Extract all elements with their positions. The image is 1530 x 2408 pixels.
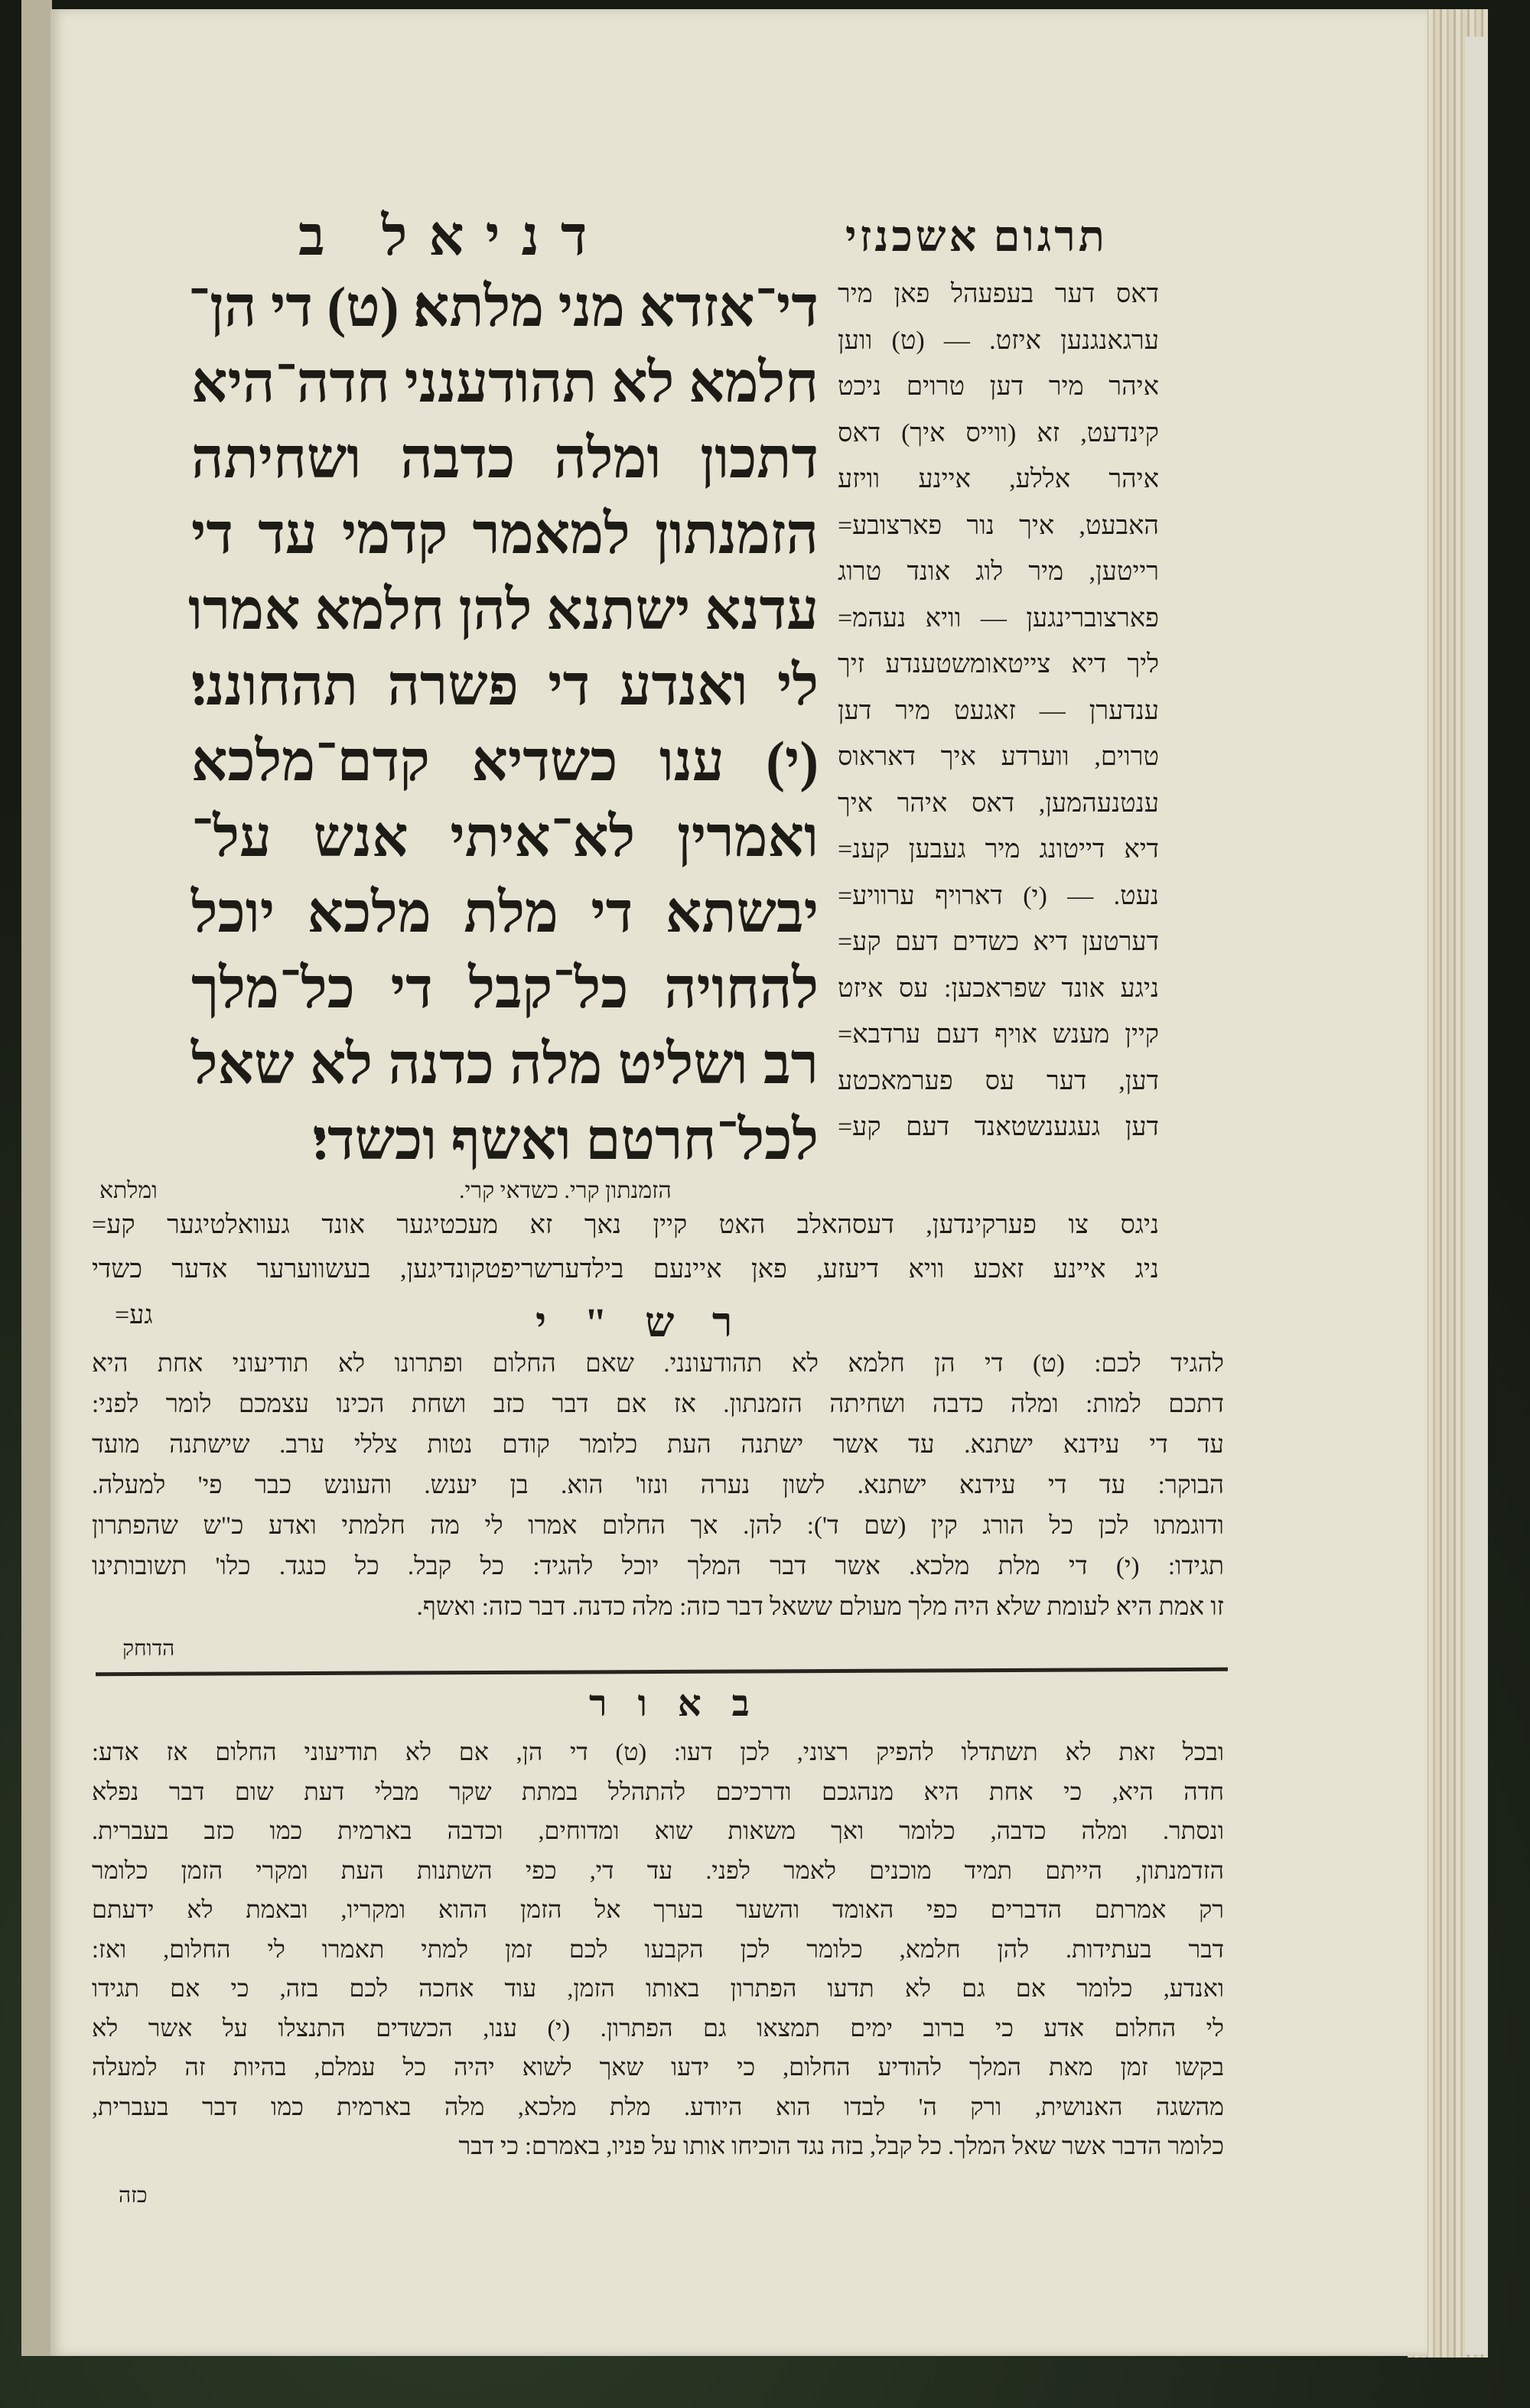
- translation-line: דאס דער בעפעהל פאן מיר: [838, 280, 1159, 308]
- rashi-catchword: הדוחק: [122, 1637, 175, 1661]
- translation-line: ענדערן — זאגעט מיר דען: [838, 696, 1159, 725]
- biur-line: מהשגה האנושית, ורק ה' לבדו הוא היודע. מלת מלכא, מלה בארמית כמו דבר בעברית,: [92, 2092, 1224, 2120]
- translation-line: קיין מענש אויף דעם ערדבא=: [838, 1020, 1159, 1049]
- kri-notes: הזמנתון קרי. כשדאי קרי.: [459, 1178, 672, 1203]
- scripture-line: לי ואנדע די פשרה תהחונני׃: [191, 655, 819, 718]
- rashi-line: להגיד לכם: (ט) די הן חלמא לא תהודעונני. שאם החלום ופתרונו לא תודיעוני אחת היא: [92, 1350, 1224, 1378]
- translation-line: פארצוברינגען — וויא נעהמ=: [838, 604, 1159, 633]
- facing-page-gutter: [21, 0, 52, 2356]
- scripture-line: חלמא לא תהודענני חדה־היא: [191, 352, 819, 415]
- biur-line: כלומר הדבר אשר שאל המלך. כל קבל, בזה נגד הוכיחו אותו על פניו, באמרם: כי דבר: [458, 2132, 1224, 2159]
- translation-tail: גע=: [115, 1301, 153, 1329]
- scripture-line: (י) ענו כשדיא קדם־מלכא: [191, 731, 819, 793]
- rashi-line: זו אמת היא לעומת שלא היה מלך מעולם ששאל דבר כזה: מלה כדנה. דבר כזה: ואשף.: [416, 1593, 1224, 1621]
- translation-line: דען געגענשטאנד דעם קע=: [838, 1113, 1159, 1141]
- biur-line: ובכל זאת לא תשתדלו להפיק רצוני, לכן דעו: (ט) די הן, אם לא תודיעוני החלום אז אדע:: [92, 1738, 1224, 1765]
- translation-line: האבעט, איך נור פארצובע=: [838, 511, 1159, 540]
- translation-line: ניג איינע זאכע וויא דיעזע, פאן איינעם בילדערשריפטקונדיגען, בעשווערער אדער כשדי: [92, 1255, 1159, 1284]
- biur-line: הזדמנתון, הייתם תמיד מוכנים לאמר לפני. עד די, כפי השתנות העת ומקרי הזמן כלומר: [92, 1856, 1224, 1884]
- biur-line: לי החלום אדע כי ברוב ימים תמצאו גם הפתרון. (י) ענו, הכשדים התנצלו על אשר לא: [92, 2013, 1224, 2042]
- scripture-line: דתכון ומלה כדבה ושחיתה: [191, 428, 819, 490]
- rashi-line: עד די עידנא ישתנא. עד אשר ישתנה העת כלומר קודם נטות צללי ערב. שישתנה מועד: [92, 1431, 1224, 1459]
- scripture-line: לכל־חרטם ואשף וכשדי׃: [312, 1109, 819, 1172]
- translation-line: ליך דיא צייטאומשטענדע זיך: [838, 650, 1159, 678]
- page-edges-outer: [1465, 37, 1488, 2354]
- translation-line: ערגאנגנען איזט. — (ט) ווען: [838, 326, 1159, 355]
- translation-line: דערטען דיא כשדים דעם קע=: [838, 928, 1159, 956]
- translation-line: נעט. — (י) דארויף ערוויע=: [838, 881, 1159, 910]
- translation-line: ענטנעהמען, דאס איהר איך: [838, 789, 1159, 818]
- rashi-heading: ר ש " י: [536, 1300, 747, 1346]
- biur-line: ואנדע, כלומר אם גם לא תדעו הפתרון באותו הזמן, עוד אחכה לכם בזה, כי אם תגידו: [92, 1974, 1224, 2002]
- scripture-line: יבשתא די מלת מלכא יוכל: [191, 882, 819, 945]
- scripture-line: די־אזדא מני מלתא׃ (ט) די הן־: [187, 276, 819, 339]
- translation-line: איהר אללע, איינע וויזע: [838, 465, 1159, 493]
- scripture-line: הזמנתון למאמר קדמי עד די: [191, 503, 819, 566]
- variant-note: ומלתא: [99, 1178, 158, 1203]
- scripture-line: רב ושליט מלה כדנה לא שאל: [191, 1033, 819, 1096]
- biur-catchword: כזה: [119, 2184, 148, 2208]
- biur-heading: ב א ו ר: [589, 1684, 760, 1724]
- rashi-line: דתכם למות: ומלה כדבה ושחיתה הזמנתון. אז אם דבר כזב ושחת הכינו עצמכם לומר לפני:: [92, 1391, 1224, 1418]
- biur-line: בקשו זמן מאת המלך להודיע החלום, כי ידעו שאך לשוא יהיה כל עמלם, בהיות זה למעלה: [92, 2053, 1224, 2081]
- scripture-line: להחויה כל־קבל די כל־מלך: [191, 958, 819, 1020]
- biur-line: ונסתר. ומלה כדבה, כלומר ואך משאות שוא ומדוחים, וכדבה בארמית כמו כזב בעברית.: [92, 1817, 1224, 1844]
- biur-line: דבר בעתידות. להן חלמא, כלומר לכן הקבעו לכם זמן למתי תאמרו לי החלום, ואז:: [92, 1935, 1224, 1963]
- running-header-translation: תרגום אשכנזי: [845, 213, 1108, 261]
- translation-line: דען, דער עס פערמאכטע: [838, 1066, 1159, 1095]
- rashi-line: ודוגמתו לכן כל הורג קין (שם ד'): להן. אך החלום אמרו לי מה חלמתי ואדע כ"ש שהפתרון: [92, 1512, 1224, 1540]
- biur-line: חדה היא, כי אחת היא מנהגכם ודרכיכם להתהלל במתת שקר מבלי דעת שום דבר נפלא: [92, 1777, 1224, 1805]
- rashi-line: תגידו: (י) די מלת מלכא. אשר דבר המלך יוכל להגיד: כל קבל. כל כנגד. כלו' תשובותינו: [92, 1553, 1224, 1580]
- translation-line: ניגס צו פערקינדען, דעסהאלב האט קיין נאך זא מעכטיגער אונד געוואלטיגער קע=: [92, 1211, 1159, 1239]
- rashi-line: הבוקר: עד די עידנא ישתנא. לשון נערה ונזו' הוא. בן יענש. והעונש כבר פי' למעלה.: [92, 1472, 1224, 1499]
- scripture-line: עדנא ישתנא להן חלמא אמרו: [187, 579, 819, 642]
- translation-line: קינדעט, זא (ווייס איך) דאס: [838, 418, 1159, 447]
- running-header-book-chapter: דניאל ב: [298, 206, 609, 267]
- biur-line: רק אמרתם הדברים כפי האומד והשער בערך אל הזמן ההוא ומקריו, ובאמת לא ידעתם: [92, 1895, 1224, 1923]
- translation-line: רייטען, מיר לוג אונד טרוג: [838, 558, 1159, 586]
- translation-line: ניגע אונד שפראכען: עס איזט: [838, 974, 1159, 1003]
- translation-line: דיא דייטונג מיר געבען קענ=: [838, 835, 1159, 864]
- translation-line: איהר מיר דען טרוים ניכט: [838, 373, 1159, 401]
- scripture-line: ואמרין לא־איתי אנש על־: [191, 806, 819, 869]
- translation-line: טרוים, ווערדע איך דאראוס: [838, 743, 1159, 771]
